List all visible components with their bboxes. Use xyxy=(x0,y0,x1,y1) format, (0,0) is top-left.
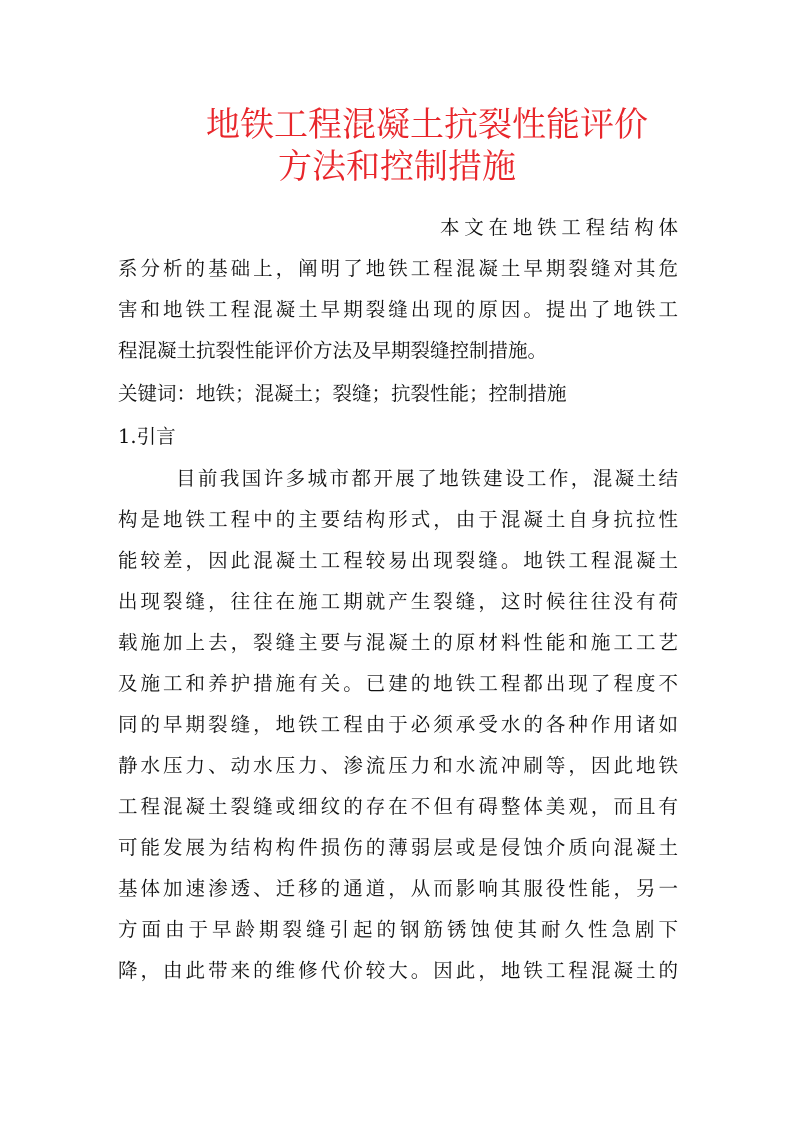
body-line: 及施工和养护措施有关。已建的地铁工程都出现了程度不 xyxy=(118,672,678,695)
document-title-line-1: 地铁工程混凝土抗裂性能评价 xyxy=(206,105,648,145)
body-line: 可能发展为结构构件损伤的薄弱层或是侵蚀介质向混凝土 xyxy=(118,836,678,859)
abstract-line-2: 系分析的基础上，阐明了地铁工程混凝土早期裂缝对其危 xyxy=(118,257,678,280)
keywords-line: 关键词：地铁；混凝土；裂缝；抗裂性能；控制措施 xyxy=(118,382,567,405)
body-line: 基体加速渗透、迁移的通道，从而影响其服役性能，另一 xyxy=(118,877,678,900)
body-line: 载施加上去，裂缝主要与混凝土的原材料性能和施工工艺 xyxy=(118,631,678,654)
body-line: 构是地铁工程中的主要结构形式，由于混凝土自身抗拉性 xyxy=(118,508,678,531)
body-line: 目前我国许多城市都开展了地铁建设工作，混凝土结 xyxy=(176,467,678,490)
document-title-line-2: 方法和控制措施 xyxy=(278,147,516,187)
abstract-line-4: 程混凝土抗裂性能评价方法及早期裂缝控制措施。 xyxy=(118,339,548,362)
body-line: 工程混凝土裂缝或细纹的存在不但有碍整体美观，而且有 xyxy=(118,795,678,818)
section-heading: 1.引言 xyxy=(118,425,176,448)
abstract-line-3: 害和地铁工程混凝土早期裂缝出现的原因。提出了地铁工 xyxy=(118,298,678,321)
body-line: 出现裂缝，往往在施工期就产生裂缝，这时候往往没有荷 xyxy=(118,590,678,613)
body-line: 方面由于早龄期裂缝引起的钢筋锈蚀使其耐久性急剧下 xyxy=(118,918,678,941)
body-line: 能较差，因此混凝土工程较易出现裂缝。地铁工程混凝土 xyxy=(118,549,678,572)
body-line: 同的早期裂缝，地铁工程由于必须承受水的各种作用诸如 xyxy=(118,713,678,736)
body-line: 静水压力、动水压力、渗流压力和水流冲刷等，因此地铁 xyxy=(118,754,678,777)
abstract-line-1: 本文在地铁工程结构体 xyxy=(440,216,678,239)
body-line: 降，由此带来的维修代价较大。因此，地铁工程混凝土的 xyxy=(118,959,678,982)
